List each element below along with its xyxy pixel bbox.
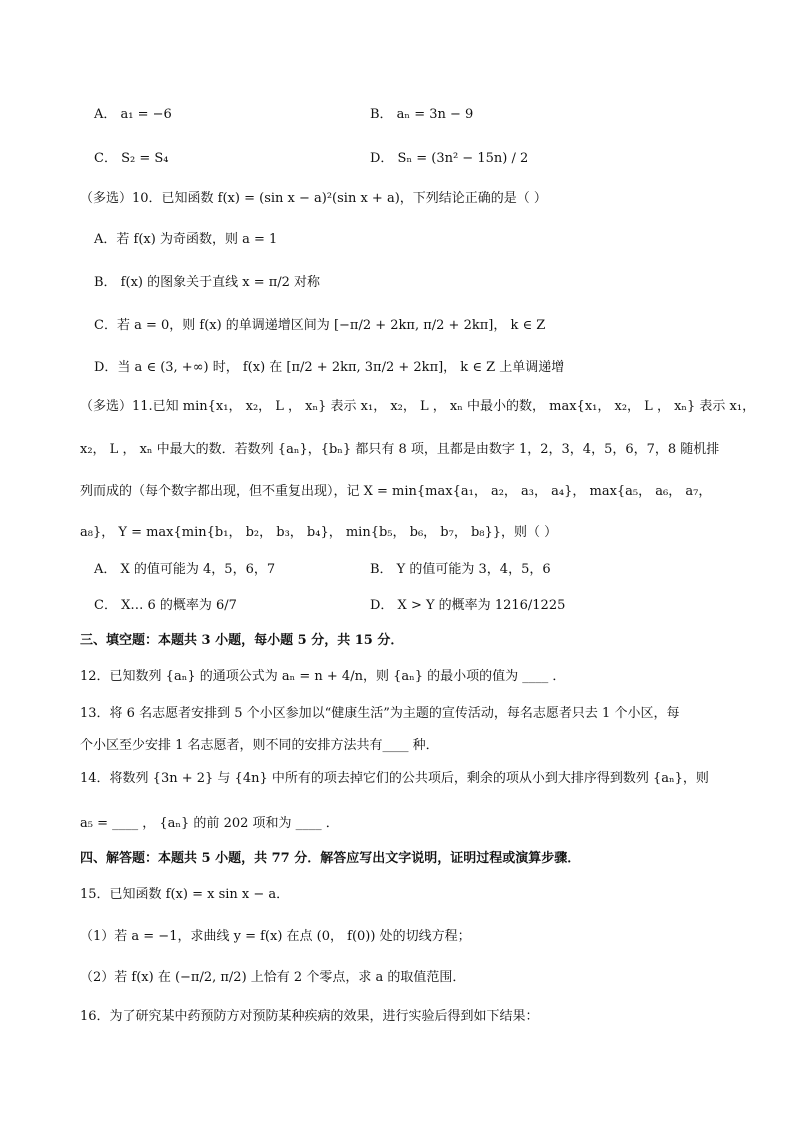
q10-option-a: A．若 f(x) 为奇函数，则 a = 1 bbox=[94, 232, 278, 247]
q10-stem: （多选）10．已知函数 f(x) = (sin x − a)²(sin x + a)，下列结论正确的是（ ） bbox=[80, 191, 547, 206]
q15-stem: 15．已知函数 f(x) = x sin x − a． bbox=[80, 887, 290, 902]
q14-line-2: a₅ = ____ ， {aₙ} 的前 202 项和为 ____ ． bbox=[80, 816, 339, 831]
q11-line-2: x₂， L ， xₙ 中最大的数．若数列 {aₙ}，{bₙ} 都只有 8 项，且都是由数字 1，2，3，4，5，6，7，8 随机排 bbox=[80, 442, 720, 457]
q11-line-3: 列而成的（每个数字都出现，但不重复出现），记 X = min{max{a₁， a₂， a₃， a₄}， max{a₅， a₆， a₇， bbox=[80, 484, 712, 499]
q11-option-a: A． X 的值可能为 4，5，6，7 bbox=[94, 562, 276, 577]
q12: 12．已知数列 {aₙ} 的通项公式为 aₙ = n + 4/n，则 {aₙ} 的最小项的值为 ____ ． bbox=[80, 669, 566, 684]
q16-stem: 16．为了研究某中药预防方对预防某种疾病的效果，进行实验后得到如下结果： bbox=[80, 1009, 539, 1024]
q9-option-b: B． aₙ = 3n − 9 bbox=[370, 107, 474, 122]
q10-option-b: B． f(x) 的图象关于直线 x = π/2 对称 bbox=[94, 275, 321, 290]
section-4-heading: 四、解答题：本题共 5 小题，共 77 分．解答应写出文字说明，证明过程或演算步骤． bbox=[80, 851, 581, 866]
q13-line-2: 个小区至少安排 1 名志愿者，则不同的安排方法共有____ 种． bbox=[80, 738, 439, 753]
q9-option-d: D． Sₙ = (3n² − 15n) / 2 bbox=[370, 151, 529, 166]
q11-line-1: （多选）11.已知 min{x₁， x₂， L ， xₙ} 表示 x₁， x₂， L ， xₙ 中最小的数， max{x₁， x₂， L ， xₙ} 表示 x₁， bbox=[80, 399, 756, 414]
q10-option-d: D．当 a ∈ (3, +∞) 时， f(x) 在 [π/2 + 2kπ, 3π/2 + 2kπ]， k ∈ Z 上单调递增 bbox=[94, 360, 565, 375]
q9-option-c: C． S₂ = S₄ bbox=[94, 151, 169, 166]
q14-line-1: 14．将数列 {3n + 2} 与 {4n} 中所有的项去掉它们的公共项后，剩余的项从小到大排序得到数列 {aₙ}，则 bbox=[80, 771, 709, 786]
q15-part-1: （1）若 a = −1，求曲线 y = f(x) 在点 (0， f(0)) 处的切线方程； bbox=[80, 929, 471, 944]
q11-option-d: D． X > Y 的概率为 1216/1225 bbox=[370, 598, 566, 613]
q11-option-b: B． Y 的值可能为 3，4，5，6 bbox=[370, 562, 551, 577]
section-3-heading: 三、填空题：本题共 3 小题，每小题 5 分，共 15 分． bbox=[80, 633, 404, 648]
q15-part-2: （2）若 f(x) 在 (−π/2, π/2) 上恰有 2 个零点，求 a 的取值范围． bbox=[80, 970, 466, 985]
q10-option-c: C．若 a = 0，则 f(x) 的单调递增区间为 [−π/2 + 2kπ, π/2 + 2kπ]， k ∈ Z bbox=[94, 318, 546, 333]
q11-line-4: a₈}， Y = max{min{b₁， b₂， b₃， b₄}， min{b₅， b₆， b₇， b₈}}，则（ ） bbox=[80, 525, 558, 540]
q11-option-c: C． X… 6 的概率为 6/7 bbox=[94, 598, 237, 613]
q9-option-a: A． a₁ = −6 bbox=[94, 107, 172, 122]
q13-line-1: 13．将 6 名志愿者安排到 5 个小区参加以“健康生活”为主题的宣传活动，每名志愿者只去 1 个小区，每 bbox=[80, 706, 680, 721]
